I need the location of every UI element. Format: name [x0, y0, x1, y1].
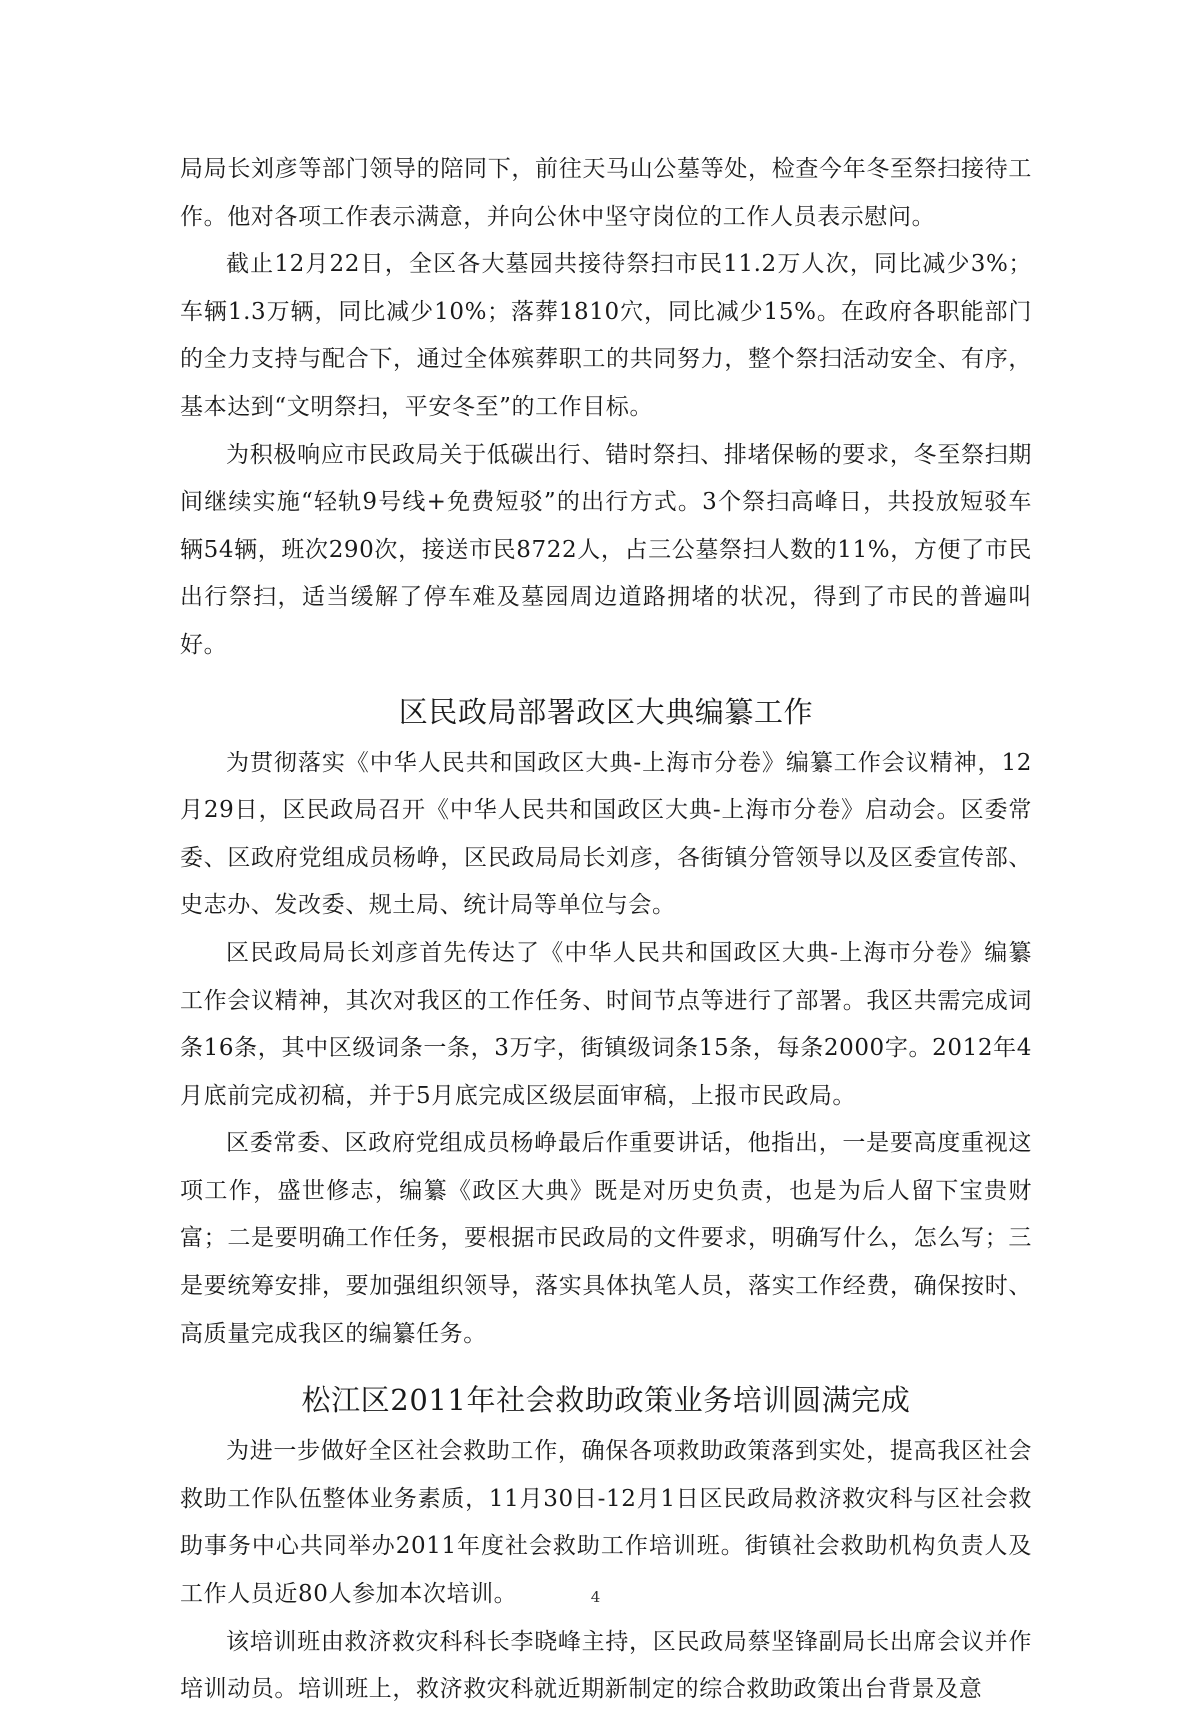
- page-content: [180, 146, 1032, 1714]
- page-number: 4: [590, 1588, 601, 1606]
- paragraph: 为进一步做好全区社会救助工作，确保各项救助政策落到实处，提高我区社会救助工作队伍整体业务素质，11月30日-12月1日区民政局救济救灾科与区社会救助事务中心共同举办2011年度社会救助工作培训班。街镇社会救助机构负责人及工作人员近80人参加本次培训。: [180, 1438, 1032, 1608]
- paragraph: 为积极响应市民政局关于低碳出行、错时祭扫、排堵保畅的要求，冬至祭扫期间继续实施“轻轨9号线+免费短驳”的出行方式。3个祭扫高峰日，共投放短驳车辆54辆，班次290次，接送市民8722人，占三公墓祭扫人数的11%，方便了市民出行祭扫，适当缓解了停车难及墓园周边道路拥堵的状况，得到了市民的普遍叫好。: [180, 441, 1032, 658]
- paragraph: 截止12月22日，全区各大墓园共接待祭扫市民11.2万人次，同比减少3%；车辆1.3万辆，同比减少10%；落葬1810穴，同比减少15%。在政府各职能部门的全力支持与配合下，通过全体殡葬职工的共同努力，整个祭扫活动安全、有序，基本达到“文明祭扫，平安冬至”的工作目标。: [180, 251, 1032, 420]
- section-title: 松江区2011年社会救助政策业务培训圆满完成: [301, 1383, 911, 1418]
- paragraph: 该培训班由救济救灾科科长李晓峰主持，区民政局蔡坚锋副局长出席会议并作培训动员。培训班上，救济救灾科就近期新制定的综合救助政策出台背景及意: [180, 1628, 1032, 1703]
- paragraph: 局局长刘彦等部门领导的陪同下，前往天马山公墓等处，检查今年冬至祭扫接待工作。他对各项工作表示满意，并向公休中坚守岗位的工作人员表示慰问。: [180, 156, 1032, 230]
- section-title: 区民政局部署政区大典编纂工作: [398, 694, 814, 729]
- paragraph: 区民政局局长刘彦首先传达了《中华人民共和国政区大典-上海市分卷》编纂工作会议精神，其次对我区的工作任务、时间节点等进行了部署。我区共需完成词条16条，其中区级词条一条，3万字，街镇级词条15条，每条2000字。2012年4月底前完成初稿，并于5月底完成区级层面审稿，上报市民政局。: [180, 939, 1032, 1109]
- paragraph: 区委常委、区政府党组成员杨峥最后作重要讲话，他指出，一是要高度重视这项工作，盛世修志，编纂《政区大典》既是对历史负责，也是为后人留下宝贵财富；二是要明确工作任务，要根据市民政局的文件要求，明确写什么，怎么写；三是要统筹安排，要加强组织领导，落实具体执笔人员，落实工作经费，确保按时、高质量完成我区的编纂任务。: [180, 1130, 1032, 1347]
- paragraph: 为贯彻落实《中华人民共和国政区大典-上海市分卷》编纂工作会议精神，12月29日，区民政局召开《中华人民共和国政区大典-上海市分卷》启动会。区委常委、区政府党组成员杨峥，区民政局局长刘彦，各街镇分管领导以及区委宣传部、史志办、发改委、规土局、统计局等单位与会。: [180, 749, 1032, 919]
